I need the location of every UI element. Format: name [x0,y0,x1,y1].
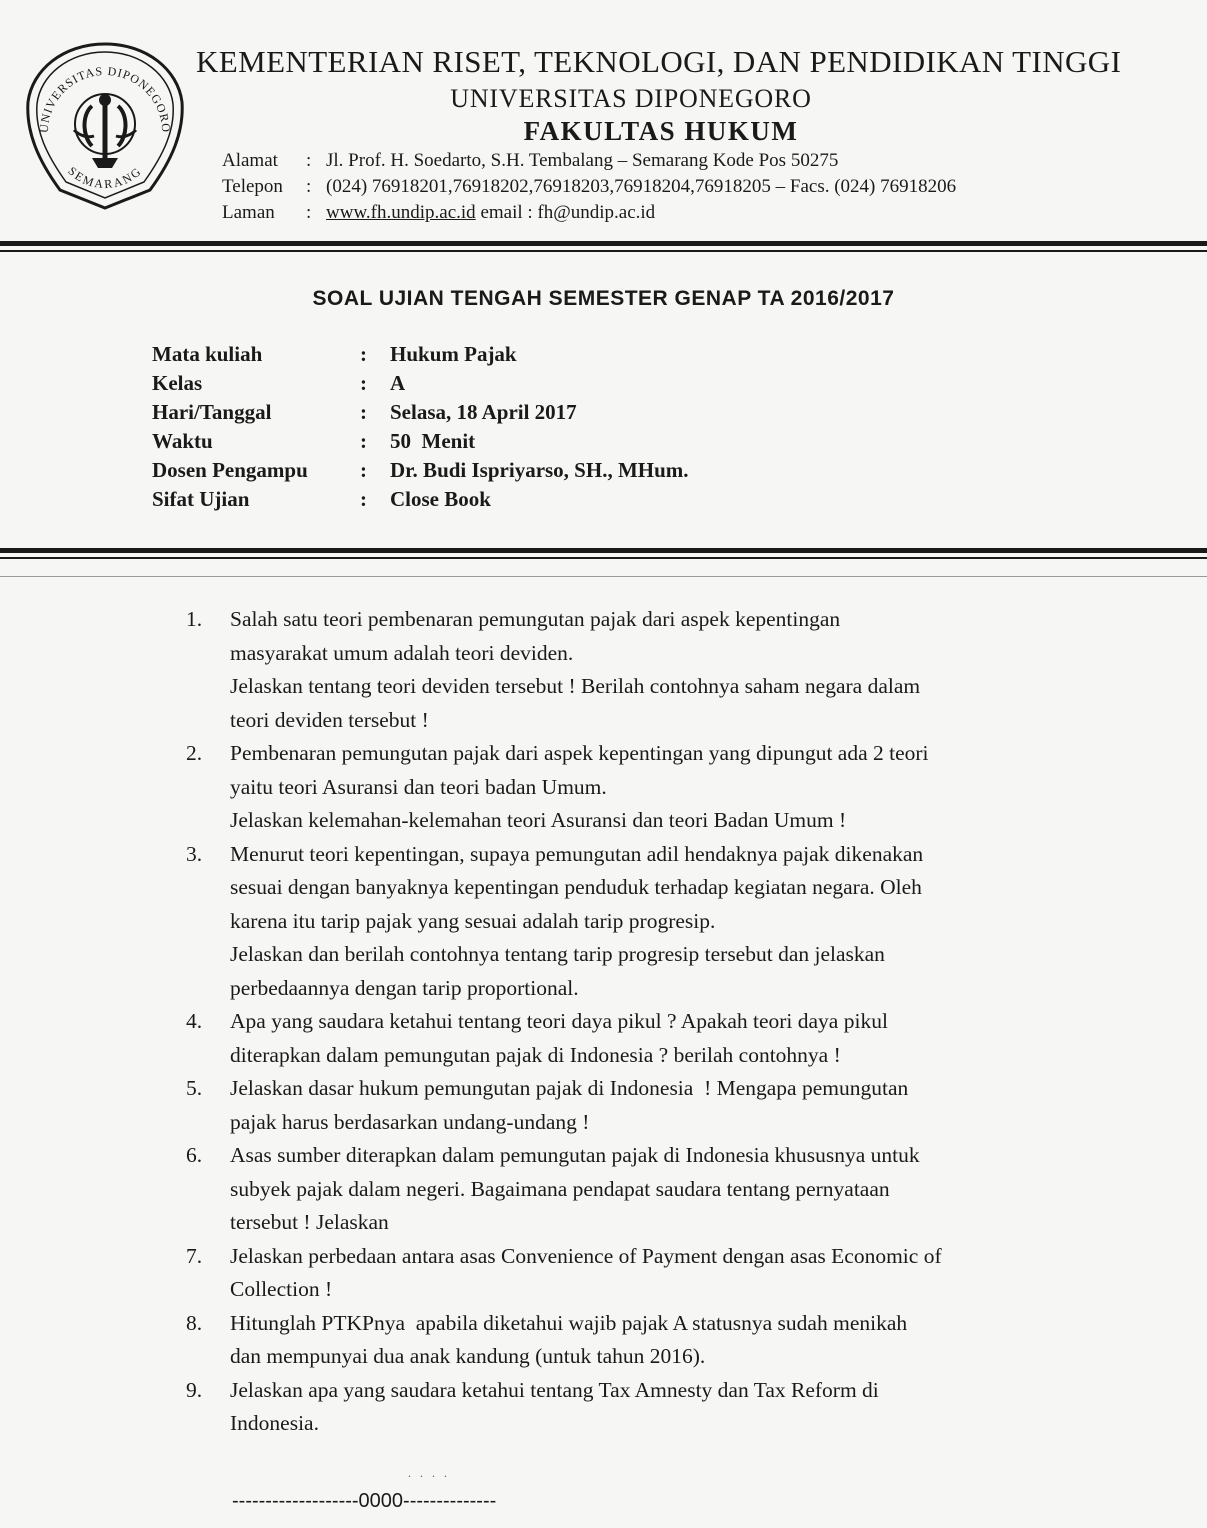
question-item: 2. Pembenaran pemungutan pajak dari aspek kepentingan yang dipungut ada 2 teori yaitu teori Asuransi dan teori badan Umum. Jelaskan kelemahan-kelemahan teori Asuransi dan teori Badan Umum ! [186,737,1096,838]
contact-block [222,150,956,228]
question-number: 8. [186,1310,203,1335]
question-number: 6. [186,1143,203,1167]
question-number: 1. [186,607,203,631]
faint-dots: . . . . [408,1466,450,1480]
contact-address-row: Alamat : Jl. Prof. H. Soedarto, S.H. Tembalang – Semarang Kode Pos 50275 [222,150,956,176]
question-item: 4. Apa yang saudara ketahui tentang teori daya pikul ? Apakah teori daya pikul diterapkan dalam pemungutan pajak di Indonesia ? berilah contohnya ! [186,1005,1096,1072]
question-item: 1. Salah satu teori pembenaran pemungutan pajak dari aspek kepentingan masyarakat umum adalah teori deviden. Jelaskan tentang teori deviden tersebut ! Berilah contohnya saham negara dalam teori deviden tersebut ! [186,603,1096,737]
question-number: 2. [186,741,203,765]
question-number: 9. [186,1377,203,1402]
ministry-name: KEMENTERIAN RISET, TEKNOLOGI, DAN PENDIDIKAN TINGGI [196,44,1122,79]
question-item: 5. Jelaskan dasar hukum pemungutan pajak di Indonesia ! Mengapa pemungutan pajak harus berdasarkan undang-undang ! [186,1072,1096,1139]
university-seal-logo [22,40,188,212]
header-rule-thin [0,250,1207,252]
end-marker: -------------------0000-------------- [232,1490,497,1512]
exam-title: SOAL UJIAN TENGAH SEMESTER GENAP TA 2016/2017 [312,287,895,310]
info-row: Waktu : 50 Menit [152,429,476,453]
faculty-name: FAKULTAS HUKUM [523,116,799,146]
contact-label: Telepon [222,176,283,197]
info-row: Hari/Tanggal : Selasa, 18 April 2017 [152,400,577,424]
contact-web-row: Laman : www.fh.undip.ac.id email : fh@undip.ac.id [222,202,956,228]
contact-label: Laman [222,202,275,223]
contact-value: Jl. Prof. H. Soedarto, S.H. Tembalang – Semarang Kode Pos 50275 [326,150,839,171]
question-item: 7. Jelaskan perbedaan antara asas Convenience of Payment dengan asas Economic of Collection ! [186,1240,1096,1307]
question-item: 6. Asas sumber diterapkan dalam pemungutan pajak di Indonesia khususnya untuk subyek pajak dalam negeri. Bagaimana pendapat saudara tentang pernyataan tersebut ! Jelaskan [186,1139,1096,1240]
contact-value: (024) 76918201,76918202,76918203,76918204,76918205 – Facs. (024) 76918206 [326,176,957,197]
header-rule-thick [0,241,1207,246]
question-item: 3. Menurut teori kepentingan, supaya pemungutan adil hendaknya pajak dikenakan sesuai dengan banyaknya kepentingan penduduk terhadap kegiatan negara. Oleh karena itu tarip pajak yang sesuai adalah tarip progresip. Jelaskan dan berilah contohnya tentang tarip progresip tersebut dan jelaskan perbedaannya dengan tarip proportional. [186,838,1096,1006]
contact-phone-row: Telepon : (024) 76918201,76918202,76918203,76918204,76918205 – Facs. (024) 76918206 [222,176,956,202]
question-number: 4. [186,1009,203,1033]
question-list [186,603,1096,1441]
exam-info-table [152,342,689,516]
seal-bottom-text: SEMARANG [65,163,145,192]
info-row: Sifat Ujian : Close Book [152,487,491,511]
info-row: Mata kuliah : Hukum Pajak [152,342,517,366]
info-row: Kelas : A [152,371,406,395]
section-rule-faint [0,576,1207,577]
question-item: 9. Jelaskan apa yang saudara ketahui tentang Tax Amnesty dan Tax Reform di Indonesia. [186,1374,1096,1441]
question-number: 5. [186,1076,203,1100]
question-number: 7. [186,1243,203,1268]
question-item: 8. Hitunglah PTKPnya apabila diketahui wajib pajak A statusnya sudah menikah dan mempunyai dua anak kandung (untuk tahun 2016). [186,1307,1096,1374]
info-row: Dosen Pengampu : Dr. Budi Ispriyarso, SH., MHum. [152,458,689,482]
section-rule-thin [0,557,1207,559]
seal-top-text: UNIVERSITAS DIPONEGORO [36,63,174,134]
question-number: 3. [186,841,203,866]
website-link[interactable]: www.fh.undip.ac.id [326,202,476,223]
section-rule-thick [0,548,1207,553]
contact-label: Alamat [222,150,278,171]
email-text: email : fh@undip.ac.id [475,202,656,223]
university-name: UNIVERSITAS DIPONEGORO [450,84,812,113]
